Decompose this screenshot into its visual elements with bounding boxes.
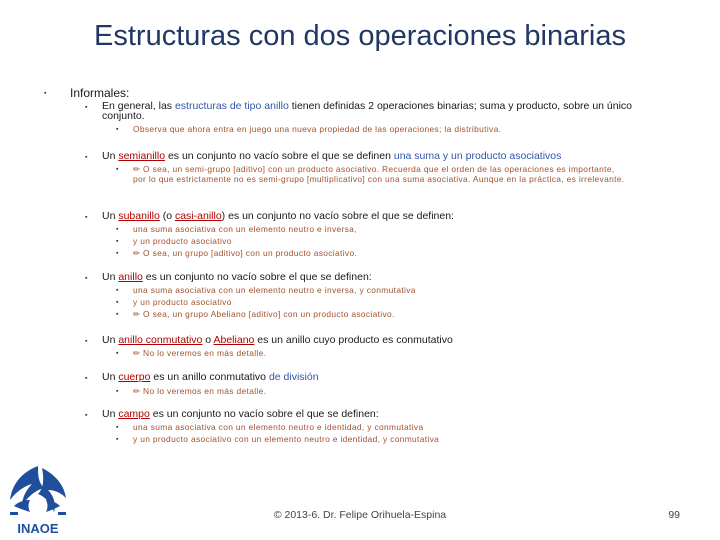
slide-title: Estructuras con dos operaciones binarias: [94, 20, 626, 52]
bullet-icon: ▪: [116, 350, 119, 357]
campo-item: una suma asociativa con un elemento neutro e identidad, y conmutativa: [133, 422, 424, 432]
logo-text: INAOE: [17, 521, 59, 536]
bullet-icon: ▪: [44, 90, 47, 97]
cuerpo-note: ✏ No lo veremos en más detalle.: [133, 386, 267, 396]
campo-item: y un producto asociativo con un elemento neutro e identidad, y conmutativa: [133, 434, 440, 444]
bullet-icon: ▪: [85, 375, 88, 382]
inaoe-logo: [2, 462, 74, 540]
bullet-icon: ▪: [85, 104, 88, 111]
footer-copyright: © 2013-6. Dr. Felipe Orihuela-Espina: [273, 509, 447, 521]
bullet-icon: ▪: [85, 275, 88, 282]
bullet-icon: ▪: [116, 424, 119, 431]
bullet-icon: ▪: [116, 250, 119, 257]
conmutativo-note: ✏ No lo veremos en más detalle.: [133, 348, 267, 358]
subanillo-item: ✏ O sea, un grupo [aditivo] con un producto asociativo.: [133, 248, 358, 258]
bullet-icon: ▪: [116, 126, 119, 133]
informales-heading: Informales:: [70, 86, 130, 100]
bullet-icon: ▪: [116, 226, 119, 233]
bullet-icon: ▪: [116, 166, 119, 173]
subanillo-item: una suma asociativa con un elemento neutro e inversa,: [133, 224, 357, 234]
bullet-icon: ▪: [116, 238, 119, 245]
anillo-item: ✏ O sea, un grupo Abeliano [aditivo] con un producto asociativo.: [133, 309, 395, 319]
bullet-icon: ▪: [85, 214, 88, 221]
campo-definition: Un campo es un conjunto no vacío sobre el que se definen:: [102, 408, 379, 420]
bullet-icon: ▪: [85, 154, 88, 161]
general-text: En general, las estructuras de tipo anillo tienen definidas 2 operaciones binarias; suma y producto, sobre un único: [102, 100, 633, 112]
semianillo-definition: Un semianillo es un conjunto no vacío sobre el que se definen una suma y un producto asociativos: [102, 150, 562, 162]
general-subtext: Observa que ahora entra en juego una nueva propiedad de las operaciones; la distributiva.: [133, 124, 502, 134]
cuerpo-definition: Un cuerpo es un anillo conmutativo de división: [102, 371, 319, 383]
conmutativo-definition: Un anillo conmutativo o Abeliano es un anillo cuyo producto es conmutativo: [102, 334, 453, 346]
bullet-icon: ▪: [116, 311, 119, 318]
bullet-icon: ▪: [116, 388, 119, 395]
anillo-definition: Un anillo es un conjunto no vacío sobre el que se definen:: [102, 271, 372, 283]
anillo-item: y un producto asociativo: [133, 297, 232, 307]
bullet-icon: ▪: [85, 338, 88, 345]
general-text-cont: conjunto.: [102, 110, 145, 122]
bullet-icon: ▪: [116, 299, 119, 306]
subanillo-definition: Un subanillo (o casi-anillo) es un conjunto no vacío sobre el que se definen:: [102, 210, 454, 222]
page-number: 99: [668, 509, 680, 521]
subanillo-item: y un producto asociativo: [133, 236, 232, 246]
semianillo-note-2: por lo que estrictamente no es semi-grupo [multiplicativo] con una suma asociativa. Aunque en la práctica, es irrelevante.: [133, 174, 625, 184]
bullet-icon: ▪: [116, 287, 119, 294]
semianillo-note-1: ✏ O sea, un semi-grupo [aditivo] con un producto asociativo. Recuerda que el orden de las operaciones es importante,: [133, 164, 615, 174]
bullet-icon: ▪: [85, 412, 88, 419]
bullet-icon: ▪: [116, 436, 119, 443]
anillo-item: una suma asociativa con un elemento neutro e inversa, y conmutativa: [133, 285, 416, 295]
